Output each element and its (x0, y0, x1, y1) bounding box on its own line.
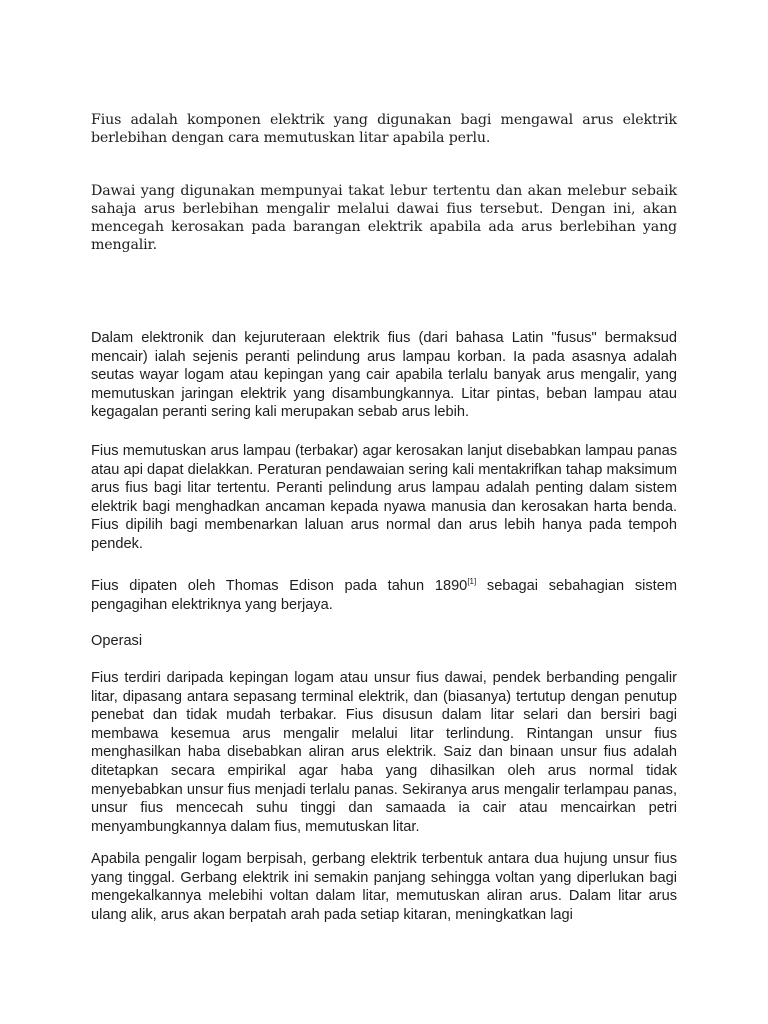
paragraph-overcurrent: Fius memutuskan arus lampau (terbakar) agar kerosakan lanjut disebabkan lampau panas atau api dapat dielakkan. Peraturan pendawaian sering kali mentakrifkan tahap maksimum arus fius bagi litar tertentu. Peranti pelindung arus lampau adalah penting dalam sistem elektrik bagi menghadkan ancaman kepada nyawa manusia dan kerosakan harta benda. Fius dipilih bagi membenarkan laluan arus normal dan arus lebih hanya pada tempoh pendek. (91, 443, 677, 552)
paragraph-edison-patent (91, 577, 677, 614)
edison-text-after: sebagai sebahagian sistem pengagihan elektriknya yang berjaya. (91, 578, 678, 613)
edison-text-before: Fius dipaten oleh Thomas Edison pada tahun 1890 (91, 578, 468, 594)
citation-link[interactable]: [1] (467, 577, 477, 586)
section-heading-operasi: Operasi (91, 633, 143, 649)
paragraph-fuse-wire: Dawai yang digunakan mempunyai takat lebur tertentu dan akan melebur sebaik sahaja arus berlebihan mengalir melalui dawai fius tersebut. Dengan ini, akan mencegah kerosakan pada barangan elektrik apabila ada arus berlebihan yang mengalir. (91, 183, 677, 253)
paragraph-arc: Apabila pengalir logam berpisah, gerbang elektrik terbentuk antara dua hujung unsur fius yang tinggal. Gerbang elektrik ini semakin panjang sehingga voltan yang diperlukan bagi mengekalkannya melebihi voltan dalam litar, memutuskan aliran arus. Dalam litar arus ulang alik, arus akan berpatah arah pada setiap kitaran, meningkatkan lagi (91, 851, 677, 923)
paragraph-electronics-intro: Dalam elektronik dan kejuruteraan elektrik fius (dari bahasa Latin "fusus" bermaksud mencair) ialah sejenis peranti pelindung arus lampau korban. Ia pada asasnya adalah seutas wayar logam atau kepingan yang cair apabila terlalu banyak arus mengalir, yang memutuskan jaringan elektrik yang disambungkannya. Litar pintas, beban lampau atau kegagalan peranti sering kali merupakan sebab arus lebih. (91, 330, 677, 421)
paragraph-operation: Fius terdiri daripada kepingan logam atau unsur fius dawai, pendek berbanding pengalir litar, dipasang antara sepasang terminal elektrik, dan (biasanya) tertutup dengan penutup penebat dan tidak mudah terbakar. Fius disusun dalam litar selari dan bersiri bagi membawa kesemua arus mengalir melalui litar terlindung. Rintangan unsur fius menghasilkan haba disebabkan aliran arus elektrik. Saiz dan binaan unsur fius adalah ditetapkan secara empirikal agar haba yang dihasilkan oleh arus normal tidak menyebabkan unsur fius menjadi terlalu panas. Sekiranya arus mengalir terlampau panas, unsur fius mencecah suhu tinggi dan samaada ia cair atau mencairkan petri menyambungkannya dalam fius, memutuskan litar. (91, 670, 677, 835)
paragraph-fuse-definition: Fius adalah komponen elektrik yang digunakan bagi mengawal arus elektrik berlebihan dengan cara memutuskan litar apabila perlu. (91, 112, 677, 146)
